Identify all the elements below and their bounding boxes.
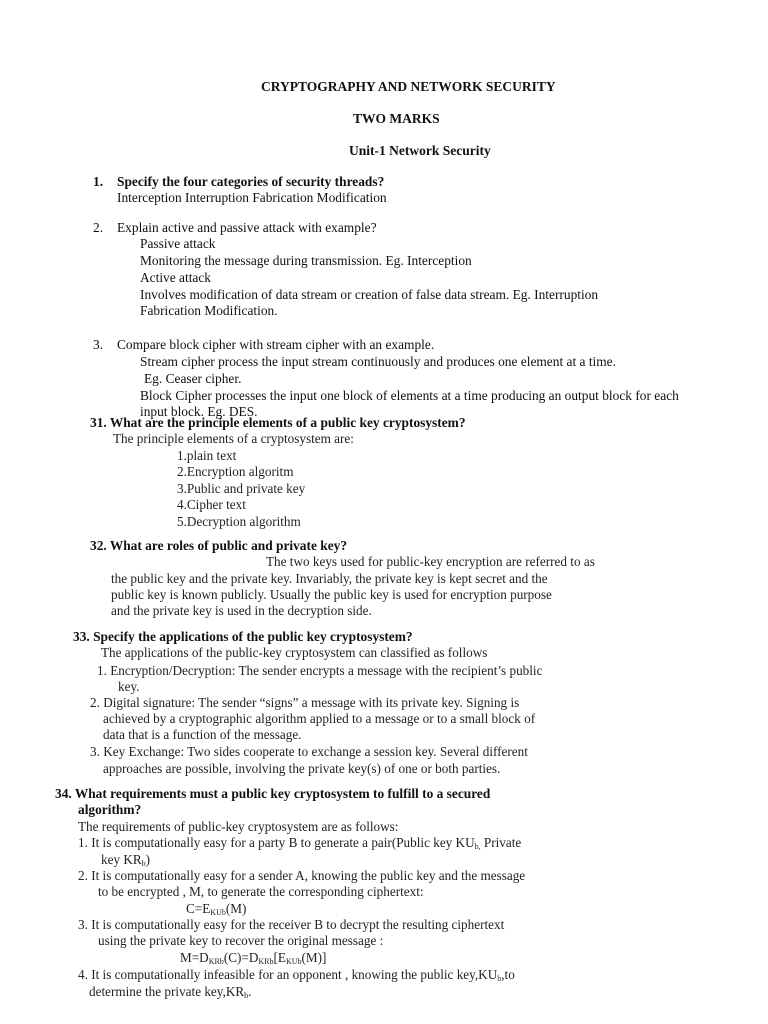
q34-req-4: 4. It is computationally infeasible for an opponent , knowing the public $key,KU_b,to$ — [78, 967, 515, 983]
q1-answer: Interception Interruption Fabrication Modification — [117, 190, 387, 205]
document-title: CRYPTOGRAPHY AND NETWORK SECURITY — [261, 79, 556, 94]
q34-req-4-cont: determine the private $key,KR_b$. — [89, 984, 252, 1000]
q3-line: Eg. Ceaser cipher. — [144, 371, 242, 386]
q33-intro: The applications of the public-key cryptosystem can classified as follows — [101, 645, 488, 660]
q3-number: 3. — [93, 337, 104, 352]
q2-line: Active attack — [140, 270, 212, 285]
q31-item: 2.Encryption algoritm — [177, 464, 294, 479]
q32-line: The two keys used for public-key encryption are referred to as — [266, 554, 595, 569]
q31-item: 1.plain text — [177, 448, 237, 463]
q34-question: 34. What requirements must a public key cryptosystem to fulfill to a secured — [55, 786, 491, 801]
q34-intro: The requirements of public-key cryptosystem are as follows: — [78, 819, 399, 834]
q33-line: achieved by a cryptographic algorithm applied to a message or to a small block of — [103, 711, 536, 726]
q33-line: 2. Digital signature: The sender “signs” a message with its private key. Signing is — [90, 695, 520, 710]
q32-line: the public key and the private key. Invariably, the private key is kept secret and the — [111, 571, 548, 586]
q34-req-3: 3. It is computationally easy for the receiver B to decrypt the resulting ciphertext — [78, 917, 505, 932]
q34-req-3-cont: using the private key to recover the original message : — [98, 933, 384, 948]
q1-question: Specify the four categories of security threads? — [117, 174, 385, 189]
q32-question: 32. What are roles of public and private key? — [90, 538, 348, 553]
q33-line: data that is a function of the message. — [103, 727, 302, 742]
q34-question-cont: algorithm? — [78, 802, 142, 817]
q32-line: and the private key is used in the decryption side. — [111, 603, 372, 618]
q3-line: Stream cipher process the input stream continuously and produces one element at a time. — [140, 354, 616, 369]
q1-number: 1. — [93, 174, 104, 189]
q31-intro: The principle elements of a cryptosystem are: — [113, 431, 354, 446]
q2-question: Explain active and passive attack with example? — [117, 220, 377, 235]
q31-question: 31. What are the principle elements of a public key cryptosystem? — [90, 415, 466, 430]
q31-item: 5.Decryption algorithm — [177, 514, 301, 529]
q3-line: input block. Eg. DES. — [140, 404, 258, 419]
q34-req-2-cont: to be encrypted , M, to generate the corresponding ciphertext: — [98, 884, 424, 899]
unit-heading: Unit-1 Network Security — [349, 143, 491, 158]
q34-formula-decrypt: $M=D_{KRb}(C)=D_{KRb}[E_{KUb}(M)]$ — [180, 950, 327, 966]
q34-formula-encrypt: $C=E_{KUb}(M)$ — [186, 901, 247, 917]
q33-line: approaches are possible, involving the private key(s) of one or both parties. — [103, 761, 501, 776]
q3-question: Compare block cipher with stream cipher with an example. — [117, 337, 435, 352]
q33-line: 1. Encryption/Decryption: The sender encrypts a message with the recipient’s public — [97, 663, 543, 678]
q32-line: public key is known publicly. Usually the public key is used for encryption purpose — [111, 587, 552, 602]
q34-req-1-cont: key $KR_b$) — [101, 852, 151, 868]
q2-number: 2. — [93, 220, 104, 235]
document-subtitle: TWO MARKS — [353, 111, 440, 126]
q33-line: key. — [118, 679, 140, 694]
q31-item: 3.Public and private key — [177, 481, 306, 496]
q2-line: Involves modification of data stream or creation of false data stream. Eg. Interruption — [140, 287, 599, 302]
q34-req-1: 1. It is computationally easy for a party B to generate a pair(Public key $KU_{b,}$ Private — [78, 835, 522, 851]
q33-question: 33. Specify the applications of the public key cryptosystem? — [73, 629, 413, 644]
q2-line: Fabrication Modification. — [140, 303, 278, 318]
q33-line: 3. Key Exchange: Two sides cooperate to exchange a session key. Several different — [90, 744, 528, 759]
q2-line: Passive attack — [140, 236, 216, 251]
q34-req-2: 2. It is computationally easy for a sender A, knowing the public key and the message — [78, 868, 526, 883]
q3-line: Block Cipher processes the input one block of elements at a time producing an output block for each — [140, 388, 679, 403]
q2-line: Monitoring the message during transmission. Eg. Interception — [140, 253, 472, 268]
q31-item: 4.Cipher text — [177, 497, 246, 512]
